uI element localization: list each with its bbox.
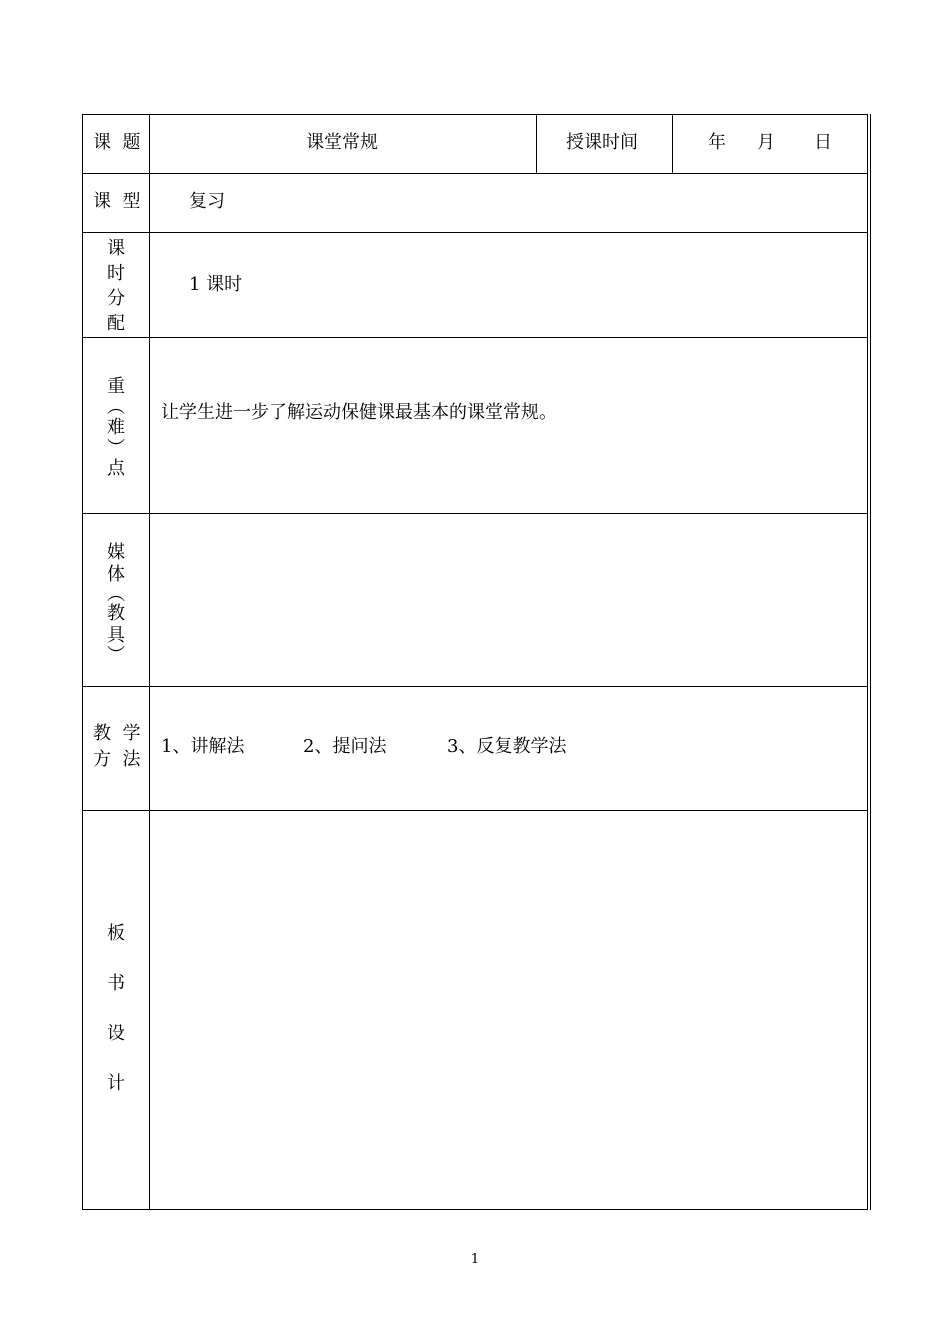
date-year-label: 年 (708, 132, 726, 153)
date-day-label: 日 (814, 132, 832, 153)
teaching-time-label: 授课时间 (566, 132, 638, 153)
hours-label-char: 分 (107, 288, 125, 309)
lesson-type-label: 课 型 (93, 191, 141, 212)
row-divider (82, 173, 868, 174)
focus-label-char: 点 (107, 458, 125, 479)
table-right-double-line (870, 114, 871, 1210)
hours-label-char: 课 (107, 238, 125, 259)
hours-label (82, 236, 150, 336)
focus-label-char: 难 (107, 417, 125, 438)
method-item-3: 3、反复教学法 (447, 736, 567, 757)
lesson-type-value: 复习 (189, 191, 225, 212)
board-label-char: 计 (107, 1073, 125, 1094)
focus-label-char: 重 (107, 376, 125, 397)
method-item-1: 1、讲解法 (161, 736, 245, 757)
media-label-char: ︶ (107, 645, 125, 666)
method-label-line1: 教 学 (93, 723, 141, 744)
hours-label-char: 时 (107, 263, 125, 284)
media-label-char: 教 (107, 603, 125, 624)
hours-label-char: 配 (107, 313, 125, 334)
method-item-2: 2、提问法 (303, 736, 387, 757)
page-number: 1 (470, 1252, 480, 1267)
media-label (82, 542, 150, 664)
topic-label: 课 题 (93, 132, 141, 153)
header-divider (536, 114, 537, 174)
focus-label (82, 376, 150, 480)
row-divider (82, 232, 868, 233)
board-label-char: 设 (107, 1023, 125, 1044)
row-divider (82, 686, 868, 687)
row-divider (82, 513, 868, 514)
board-label-char: 板 (107, 923, 125, 944)
media-label-char: ︵ (107, 584, 125, 605)
media-label-char: 具 (107, 625, 125, 646)
media-label-char: 媒 (107, 542, 125, 563)
row-divider (82, 337, 868, 338)
topic-value: 课堂常规 (306, 132, 378, 153)
media-label-char: 体 (107, 564, 125, 585)
focus-label-char: ︵ (107, 397, 125, 418)
board-label-char: 书 (107, 973, 125, 994)
header-divider (672, 114, 673, 174)
row-divider (82, 810, 868, 811)
method-label-line2: 方 法 (93, 749, 141, 770)
hours-value: 1 课时 (189, 274, 243, 295)
focus-value: 让学生进一步了解运动保健课最基本的课堂常规。 (161, 402, 557, 423)
date-month-label: 月 (757, 132, 775, 153)
focus-label-char: ︶ (107, 438, 125, 459)
